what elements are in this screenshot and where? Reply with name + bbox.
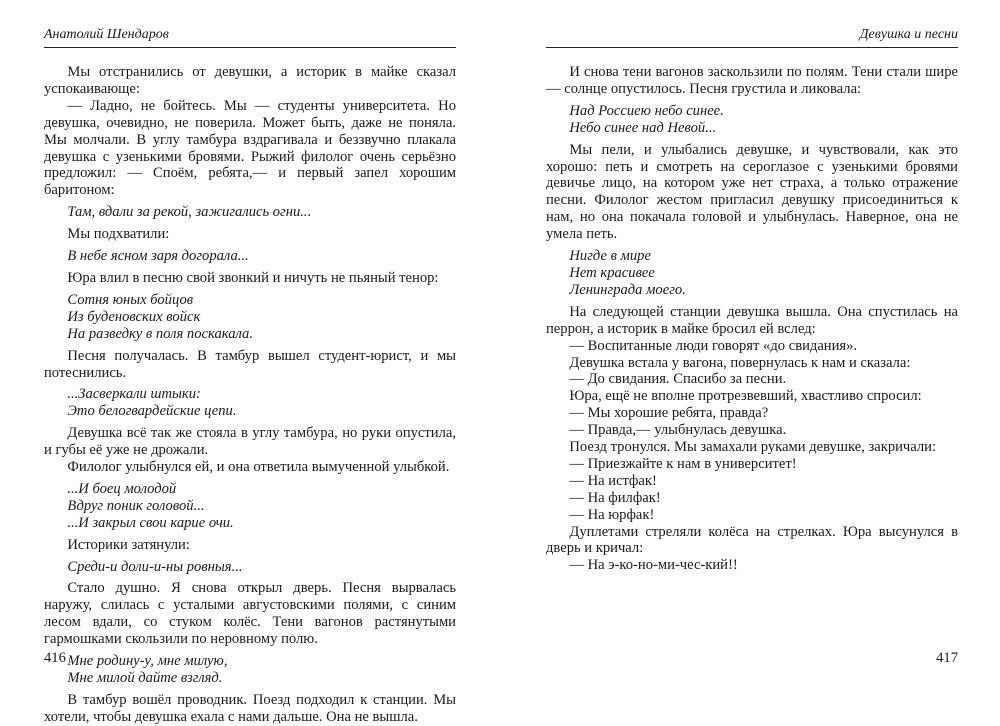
paragraph: — Ладно, не бойтесь. Мы — студенты университета. Но девушка, очевидно, не поверила. Может быть, даже не поняла. Мы молчали. В углу тамбура вздрагивала и беззвучно плакала девушка с узенькими бровями. Рыжий филолог очень серьёзно предложил: — Споём, ребята,— и первый запел хорошим баритоном: — [44, 97, 456, 199]
verse-line: Там, вдали за рекой, зажигались огни... — [67, 204, 312, 221]
verse-line: Из буденовских войск — [67, 308, 201, 325]
paragraph: В тамбур вошёл проводник. Поезд подходил к станции. Мы хотели, чтобы девушка ехала с нами дальше. Она не вышла. — [44, 691, 456, 725]
running-head-author: Анатолий Шендаров — [44, 26, 456, 48]
paragraph: Песня получалась. В тамбур вышел студент-юрист, и мы потеснились. — [44, 347, 456, 381]
verse-line: Нигде в мире — [569, 248, 651, 265]
verse-line: ...И закрыл свои карие очи. — [67, 514, 234, 531]
paragraph: — На истфак! — [569, 472, 657, 489]
verse-line: Сотня юных бойцов — [67, 291, 194, 308]
paragraph: Мы отстранились от девушки, а историк в майке сказал успокаивающе: — [44, 64, 456, 97]
verse-line: ...Засверкали штыки: — [67, 386, 201, 403]
paragraph: Поезд тронулся. Мы замахали руками девушке, закричали: — [569, 439, 937, 456]
paragraph: — Правда,— улыбнулась девушка. — [569, 422, 787, 439]
verse-line: Нет красивее — [569, 264, 655, 281]
verse — [44, 653, 456, 687]
verse — [44, 248, 456, 265]
paragraph: — На э-ко-но-ми-чес-кий!! — [569, 557, 738, 574]
verse-line: Мне родину-у, мне милую, — [67, 653, 228, 670]
paragraph: Девушка встала у вагона, повернулась к нам и сказала: — [569, 354, 911, 371]
verse — [44, 386, 456, 420]
right-page — [546, 0, 958, 707]
verse-line: Ленинграда моего. — [569, 281, 686, 298]
verse-line: Это белогвардейские цепи. — [67, 403, 237, 420]
verse-line: Вдруг поник головой... — [67, 497, 205, 514]
paragraph: Филолог улыбнулся ей, и она ответила вымученной улыбкой. — [67, 459, 450, 476]
paragraph: На следующей станции девушка вышла. Она спустилась на перрон, а историк в майке бросил ей вслед: — [546, 303, 958, 337]
left-page — [44, 0, 456, 725]
paragraph: Дуплетами стреляли колёса на стрелках. Юра высунулся в дверь и кричал: — [546, 523, 958, 557]
page-number-right: 417 — [936, 650, 958, 666]
left-page-text — [44, 64, 456, 726]
verse-line: Небо синее над Невой... — [569, 119, 717, 136]
verse-line: Мне милой дайте взгляд. — [67, 670, 223, 686]
paragraph: — На юрфак! — [569, 506, 655, 523]
verse — [44, 204, 456, 221]
paragraph: Мы пели, и улыбались девушке, и чувствовали, как это хорошо: петь и смотреть на сероглазое с узенькими бровями девичье лицо, на котором уже нет страха, а только отражение песни. Филолог жестом пригласил девушку присоединиться к нам, но она покачала головой и улыбнулась. Наверное, она не умела петь. — [546, 141, 958, 243]
verse — [546, 248, 958, 299]
page-number-left: 416 — [44, 650, 66, 666]
paragraph: — На филфак! — [569, 489, 661, 506]
paragraph: Историки затянули: — [67, 536, 190, 553]
right-page-text — [546, 64, 958, 574]
paragraph: Мы подхватили: — [67, 226, 170, 243]
paragraph: Юра, ещё не вполне протрезвевший, хвастливо спросил: — [569, 388, 922, 405]
paragraph: — Воспитанные люди говорят «до свидания». — [569, 337, 858, 354]
verse-line: ...И боец молодой — [67, 480, 177, 497]
paragraph: — До свидания. Спасибо за песни. — [569, 371, 787, 388]
verse-line: Над Россиею небо синее. — [569, 102, 724, 119]
verse — [44, 292, 456, 343]
paragraph: Юра влил в песню свой звонкий и ничуть не пьяный тенор: — [67, 269, 439, 286]
verse — [546, 103, 958, 137]
paragraph: И снова тени вагонов заскользили по полям. Тени стали шире — солнце опустилось. Песня грустила и ликовала: — [546, 64, 958, 97]
paragraph: — Приезжайте к нам в университет! — [569, 455, 797, 472]
verse-line: На разведку в поля поскакала. — [67, 325, 254, 342]
running-head-title: Девушка и песни — [546, 26, 958, 48]
paragraph: Девушка всё так же стояла в углу тамбура, но руки опустила, и губы её уже не дрожали. — [44, 425, 456, 459]
paragraph: — Мы хорошие ребята, правда? — [569, 405, 769, 422]
verse — [44, 559, 456, 576]
verse-line: Среди-и доли-и-ны ровныя... — [67, 558, 243, 575]
verse-line: В небе ясном заря догорала... — [67, 248, 249, 265]
paragraph: Стало душно. Я снова открыл дверь. Песня вырвалась наружу, слилась с усталыми августовскими полями, с синим лесом вдали, со стуком колёс. Тени вагонов растянутыми гармошками скользили по неровному полю. — [44, 580, 456, 648]
verse — [44, 481, 456, 532]
